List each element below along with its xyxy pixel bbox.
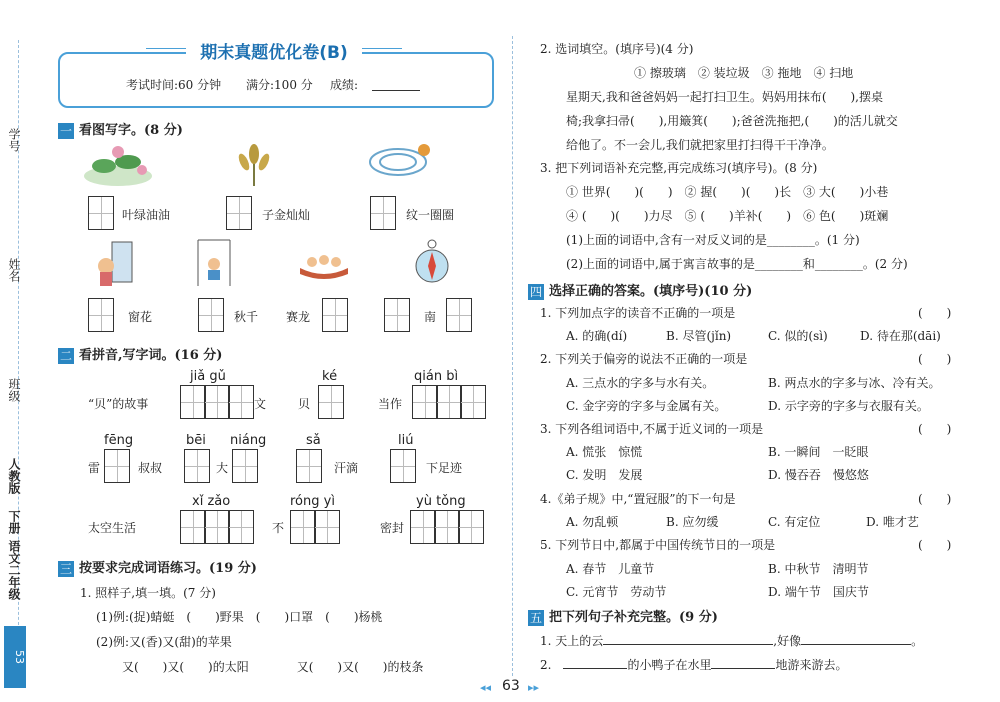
word-text: 太空生活 xyxy=(88,521,137,535)
word-text: 雷 xyxy=(88,461,101,475)
write-box[interactable] xyxy=(88,298,114,332)
choice-a: A. 勿乱顿 xyxy=(566,515,619,529)
write-box[interactable] xyxy=(198,298,224,332)
choice-question: 3. 下列各组词语中,不属于近义词的一项是 xyxy=(540,422,764,436)
word-text: 下足迹 xyxy=(426,461,463,475)
title-deco-right xyxy=(362,48,402,49)
write-box[interactable] xyxy=(232,449,258,483)
sentence-2-end: 地游来游去。 xyxy=(775,658,848,672)
write-box[interactable] xyxy=(226,196,252,230)
answer-paren[interactable]: ( ) xyxy=(918,422,952,436)
choice-d: D. 慢吞吞 慢悠悠 xyxy=(768,468,869,482)
choice-question: 2. 下列关于偏旁的说法不正确的一项是 xyxy=(540,352,748,366)
answer-paren[interactable]: ( ) xyxy=(918,538,952,552)
write-box[interactable] xyxy=(446,298,472,332)
phrase-1-1: 叶绿油油 xyxy=(122,208,171,222)
page-number: 63 xyxy=(502,678,520,694)
phrase-1-2: 子金灿灿 xyxy=(262,208,311,222)
section-2-heading xyxy=(58,344,222,364)
section-3-number: 三 xyxy=(59,561,72,576)
choice-d: D. 示字旁的字多与衣服有关。 xyxy=(768,399,929,413)
section-5-number: 五 xyxy=(529,610,542,625)
write-box[interactable] xyxy=(436,385,462,419)
section-5-heading xyxy=(528,606,718,626)
title-deco-left xyxy=(146,48,186,49)
pinyin: sǎ xyxy=(306,433,321,448)
q2-line-2: 椅;我拿扫帚( ),用簸箕( );爸爸洗拖把,( )的活儿就交 xyxy=(566,114,898,128)
sentence-2 xyxy=(540,656,847,673)
section-1-heading xyxy=(58,119,183,139)
section-3-heading xyxy=(58,557,257,577)
choice-c: C. 金字旁的字多与金属有关。 xyxy=(566,399,727,413)
word-text: 当作 xyxy=(378,397,403,411)
section-1-number: 一 xyxy=(59,123,72,138)
class-label: 班级 xyxy=(7,378,21,402)
pinyin: ké xyxy=(322,369,338,384)
phrase-2-1: 窗花 xyxy=(128,310,153,324)
write-box[interactable] xyxy=(88,196,114,230)
word-text: 不 xyxy=(272,521,285,535)
section-4-number: 四 xyxy=(529,284,542,299)
prev-page-arrows[interactable]: ◂◂ xyxy=(480,681,492,694)
blank[interactable] xyxy=(603,644,773,645)
choice-b: B. 中秋节 清明节 xyxy=(768,562,869,576)
page-title: 期末真题优化卷(B) xyxy=(186,38,362,63)
full-score: 满分:100 分 xyxy=(246,78,313,92)
q2-options: ① 擦玻璃 ② 装垃圾 ③ 拖地 ④ 扫地 xyxy=(634,66,854,80)
sentence-1-end: 。 xyxy=(911,634,924,648)
answer-paren[interactable]: ( ) xyxy=(918,306,952,320)
sentence-1-start: 1. 天上的云 xyxy=(540,634,604,648)
word-text: 叔叔 xyxy=(138,461,163,475)
phrase-2-2: 秋千 xyxy=(234,310,259,324)
q3-1-b: (2)例:又(香)又(甜)的苹果 xyxy=(96,635,232,649)
name-label: 姓名 xyxy=(7,258,21,282)
q2-line-1: 星期天,我和爸爸妈妈一起打扫卫生。妈妈用抹布( ),摆桌 xyxy=(566,90,883,104)
write-box[interactable] xyxy=(384,298,410,332)
choice-b: B. 尽管(jǐn) xyxy=(666,329,732,343)
write-box[interactable] xyxy=(296,449,322,483)
q3-line-4: (2)上面的词语中,属于寓言故事的是________和________。(2 分) xyxy=(566,257,908,271)
word-text: 贝 xyxy=(298,397,311,411)
q3-line-3: (1)上面的词语中,含有一对反义词的是________。(1 分) xyxy=(566,233,860,247)
pinyin: fēng xyxy=(104,433,134,448)
q3-line-2: ④ ( )( )力尽 ⑤ ( )羊补( ) ⑥ 色( )斑斓 xyxy=(566,209,889,223)
pinyin: liú xyxy=(398,433,414,448)
ripples-picture xyxy=(368,140,438,180)
write-box[interactable] xyxy=(412,385,438,419)
q3-1-a: (1)例:(捉)蜻蜓 ( )野果 ( )口罩 ( )杨桃 xyxy=(96,610,383,624)
section-1-title: 看图写字。(8 分) xyxy=(79,123,183,138)
choice-c: C. 似的(sì) xyxy=(768,329,828,343)
choice-c: C. 有定位 xyxy=(768,515,821,529)
choice-question: 5. 下列节日中,都属于中国传统节日的一项是 xyxy=(540,538,776,552)
word-text: “贝”的故事 xyxy=(88,397,149,411)
write-box[interactable] xyxy=(322,298,348,332)
choice-d: D. 端午节 国庆节 xyxy=(768,585,869,599)
choice-b: B. 两点水的字多与冰、冷有关。 xyxy=(768,376,941,390)
score-field[interactable] xyxy=(372,90,420,91)
choice-a: A. 三点水的字多与水有关。 xyxy=(566,376,715,390)
sentence-1-mid: ,好像 xyxy=(773,634,802,648)
sidebar-brand: 53 xyxy=(4,626,26,688)
write-box[interactable] xyxy=(104,449,130,483)
section-4-heading xyxy=(528,280,752,300)
q3-1-title: 1. 照样子,填一填。(7 分) xyxy=(80,586,216,600)
write-box[interactable] xyxy=(318,385,344,419)
pinyin: niáng xyxy=(230,433,267,448)
pinyin: qián bì xyxy=(414,369,459,384)
section-2-title: 看拼音,写字词。(16 分) xyxy=(79,348,223,363)
choice-d: D. 唯才艺 xyxy=(866,515,919,529)
write-box[interactable] xyxy=(460,385,486,419)
q3-line-1: ① 世界( )( ) ② 握( )( )长 ③ 大( )小巷 xyxy=(566,185,889,199)
sidebar-term: 下册 xyxy=(7,510,21,534)
write-box[interactable] xyxy=(184,449,210,483)
lotus-pond-picture xyxy=(82,140,154,188)
word-text: 汗滴 xyxy=(334,461,359,475)
sidebar-grade: 语文二年级 xyxy=(7,540,21,600)
section-3-title: 按要求完成词语练习。(19 分) xyxy=(79,561,257,576)
choice-a: A. 春节 儿童节 xyxy=(566,562,655,576)
write-box[interactable] xyxy=(204,385,230,419)
q3-1-c: 又( )又( )的太阳 又( )又( )的枝条 xyxy=(122,660,424,674)
q2-line-3: 给他了。不一会儿,我们就把家里打扫得干干净净。 xyxy=(566,138,834,152)
next-page-arrows[interactable]: ▸▸ xyxy=(528,681,540,694)
exam-time: 考试时间:60 分钟 xyxy=(126,78,222,92)
phrase-2-4: 南 xyxy=(424,310,437,324)
pinyin: bēi xyxy=(186,433,206,448)
write-box[interactable] xyxy=(390,449,416,483)
blank[interactable] xyxy=(801,644,911,645)
answer-paren[interactable]: ( ) xyxy=(918,352,952,366)
sentence-1 xyxy=(540,632,923,649)
word-text: 文 xyxy=(254,397,267,411)
choice-c: C. 元宵节 劳动节 xyxy=(566,585,667,599)
center-divider xyxy=(512,36,514,676)
choice-question: 4.《弟子规》中,“置冠服”的下一句是 xyxy=(540,492,736,506)
number-label: 学号 xyxy=(7,128,21,152)
choice-c: C. 发明 发展 xyxy=(566,468,643,482)
write-box[interactable] xyxy=(314,510,340,544)
choice-b: B. 一瞬间 一眨眼 xyxy=(768,445,869,459)
phrase-2-3: 赛龙 xyxy=(286,310,311,324)
section-4-title: 选择正确的答案。(填序号)(10 分) xyxy=(549,284,753,299)
q3-title: 3. 把下列词语补充完整,再完成练习(填序号)。(8 分) xyxy=(540,161,818,175)
word-text: 大 xyxy=(216,461,229,475)
write-box[interactable] xyxy=(204,510,230,544)
word-text: 密封 xyxy=(380,521,405,535)
write-box[interactable] xyxy=(180,510,206,544)
pinyin: jiǎ gǔ xyxy=(190,369,226,384)
section-2-number: 二 xyxy=(59,348,72,363)
choice-a: A. 慌张 惊慌 xyxy=(566,445,643,459)
write-box[interactable] xyxy=(228,510,254,544)
sidebar-edition: 人教版 xyxy=(7,458,21,494)
write-box[interactable] xyxy=(290,510,316,544)
write-box[interactable] xyxy=(180,385,206,419)
pinyin: yù tǒng xyxy=(416,494,466,509)
pinyin: xǐ zǎo xyxy=(192,494,231,509)
choice-d: D. 待在那(dāi) xyxy=(860,329,941,343)
answer-paren[interactable]: ( ) xyxy=(918,492,952,506)
write-box[interactable] xyxy=(410,510,436,544)
choice-b: B. 应勿缓 xyxy=(666,515,719,529)
blank[interactable] xyxy=(563,668,627,669)
pinyin: róng yì xyxy=(290,494,335,509)
write-box[interactable] xyxy=(370,196,396,230)
sentence-2-mid: 的小鸭子在水里 xyxy=(627,658,712,672)
score-label: 成绩: xyxy=(330,78,359,92)
q2-title: 2. 选词填空。(填序号)(4 分) xyxy=(540,42,694,56)
write-box[interactable] xyxy=(434,510,460,544)
choice-a: A. 的确(dí) xyxy=(566,329,628,343)
wheat-picture xyxy=(232,140,276,188)
choice-question: 1. 下列加点字的读音不正确的一项是 xyxy=(540,306,736,320)
sentence-2-start: 2. xyxy=(540,658,552,672)
phrase-1-3: 纹一圈圈 xyxy=(406,208,455,222)
swing-picture xyxy=(192,238,236,288)
section-5-title: 把下列句子补充完整。(9 分) xyxy=(549,610,718,625)
window-flower-picture xyxy=(96,238,136,288)
write-box[interactable] xyxy=(228,385,254,419)
dragon-boat-picture xyxy=(298,244,350,280)
blank[interactable] xyxy=(711,668,775,669)
write-box[interactable] xyxy=(458,510,484,544)
compass-picture xyxy=(414,238,450,284)
